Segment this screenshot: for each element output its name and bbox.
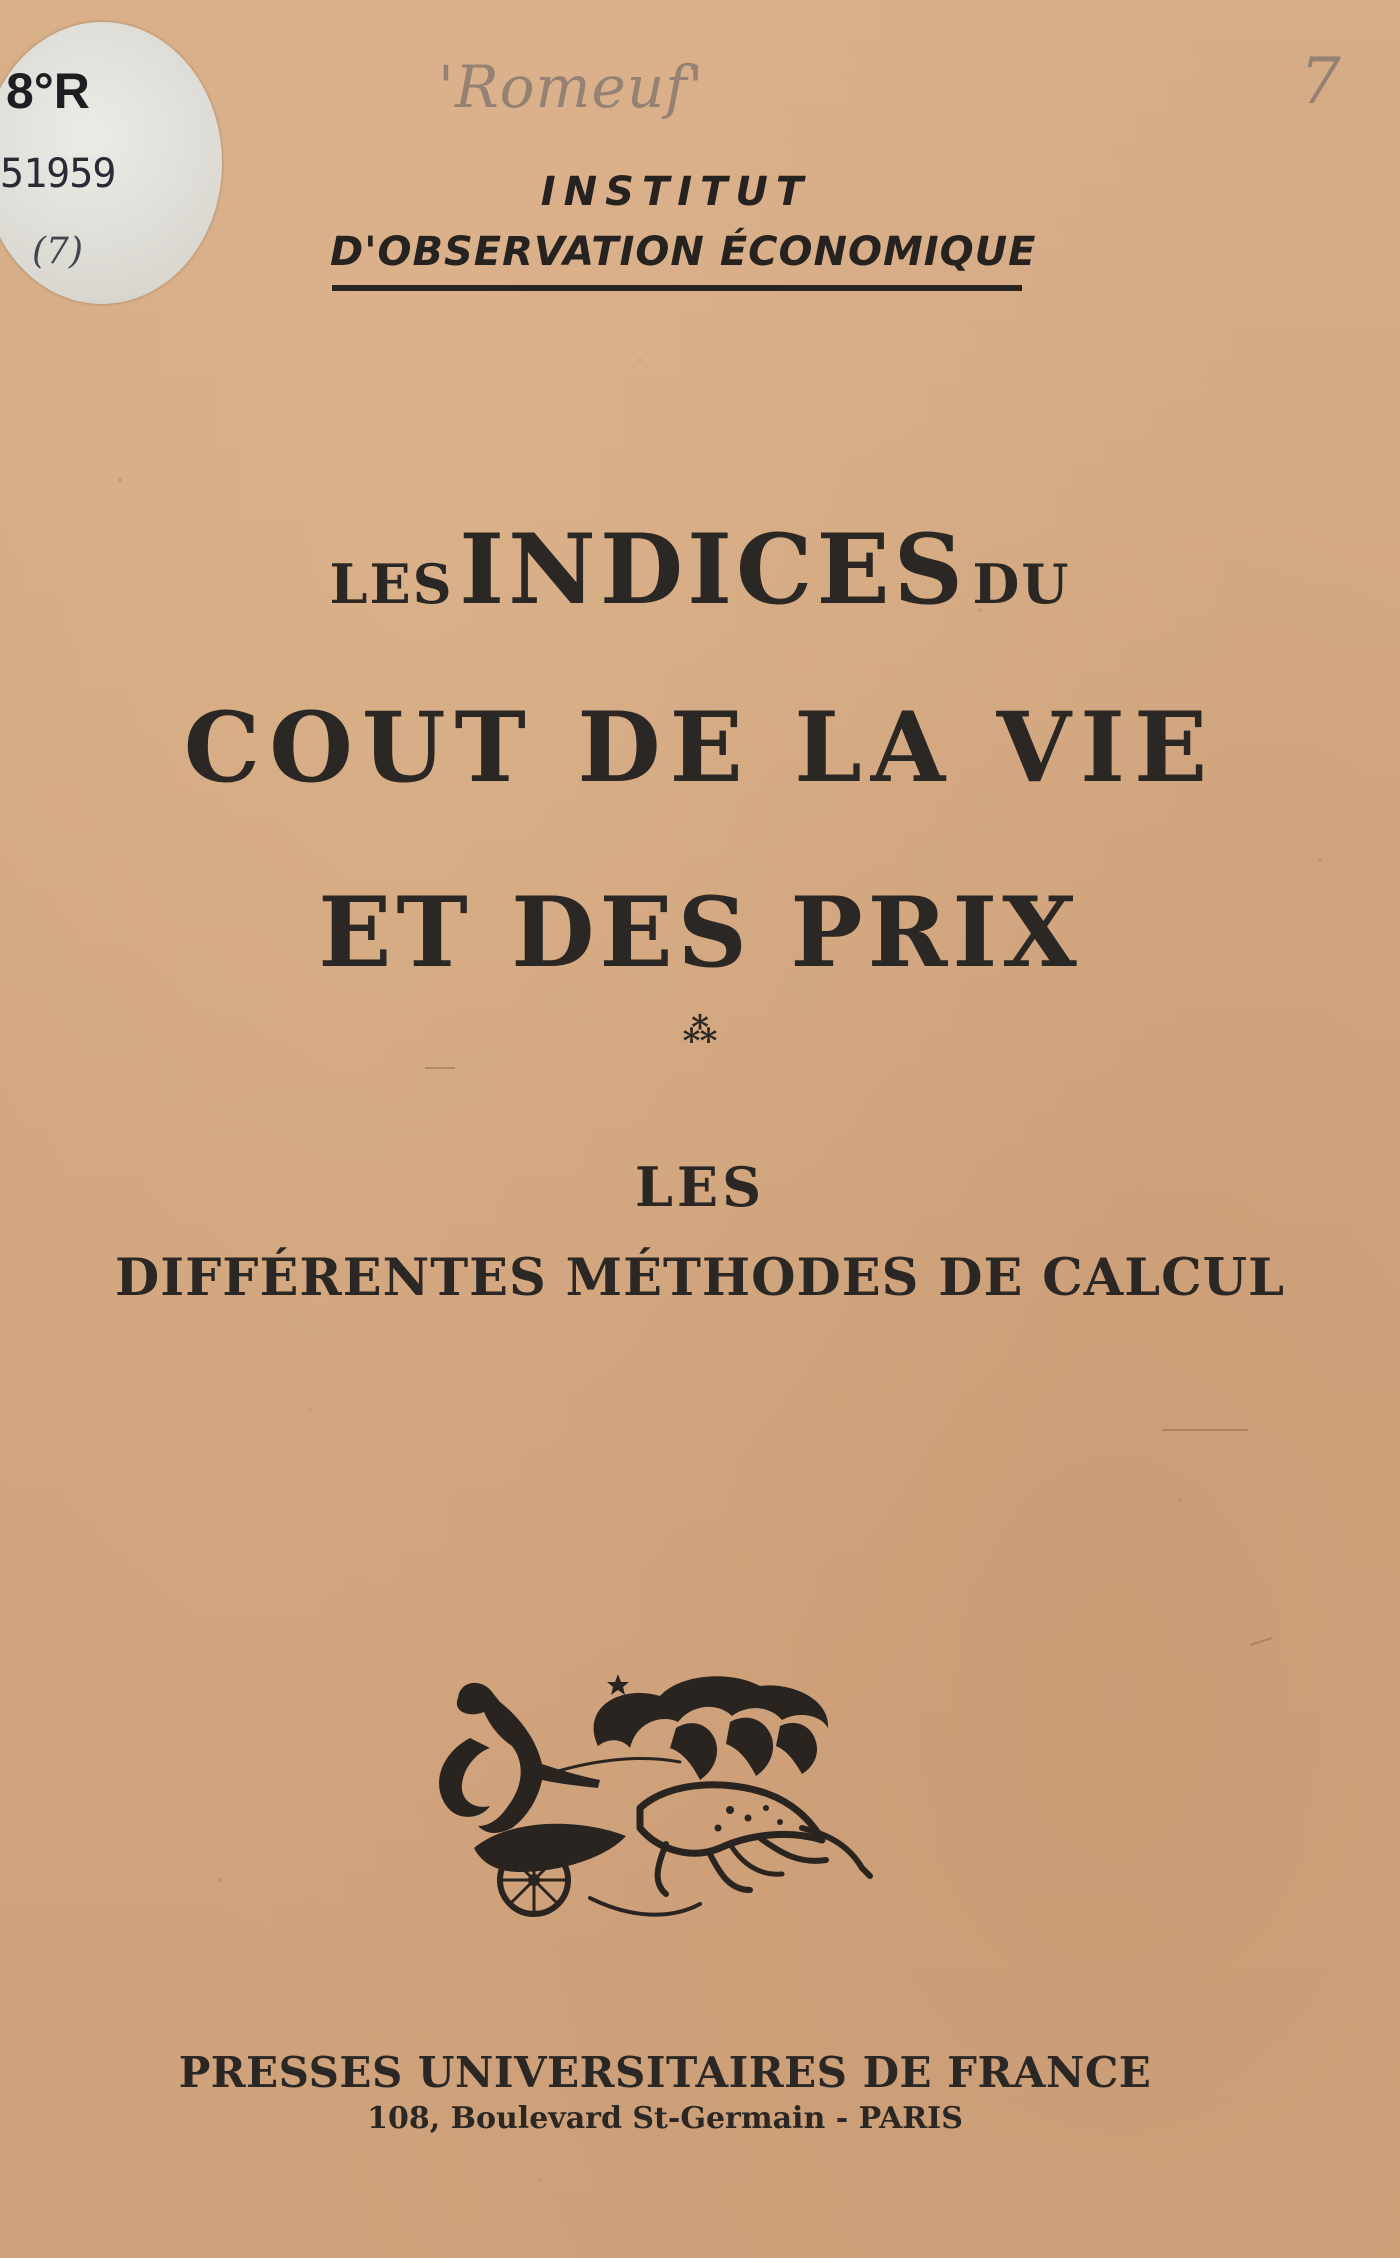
title-main-word: INDICES (459, 513, 967, 626)
stamp-number: 51959 (0, 151, 116, 197)
asterism-ornament: ⁂ (682, 1011, 718, 1051)
title-line-3: ET DES PRIX (318, 876, 1082, 989)
publisher-chariot-logo (430, 1668, 890, 1932)
title-suffix: DU (972, 552, 1071, 616)
subtitle-line-2: DIFFÉRENTES MÉTHODES DE CALCUL (114, 1248, 1286, 1308)
institute-underline (332, 285, 1022, 291)
institute-name: INSTITUT (540, 169, 812, 215)
subtitle-line-1: LES (634, 1155, 766, 1219)
stamp-shelfmark: 8°R (6, 63, 90, 119)
institute-subtitle: D'OBSERVATION ÉCONOMIQUE (330, 229, 1037, 275)
stamp-volume: (7) (32, 231, 83, 272)
title-line-1 (0, 513, 1400, 626)
title-line-2: COUT DE LA VIE (183, 691, 1217, 804)
publisher-name: PRESSES UNIVERSITAIRES DE FRANCE (178, 2048, 1152, 2097)
handwritten-volume-note: 7 (1300, 45, 1341, 119)
handwritten-author-note: 'Romeuf' (438, 53, 705, 121)
publisher-address: 108, Boulevard St-Germain - PARIS (367, 2101, 963, 2136)
title-prefix: LES (329, 552, 454, 616)
